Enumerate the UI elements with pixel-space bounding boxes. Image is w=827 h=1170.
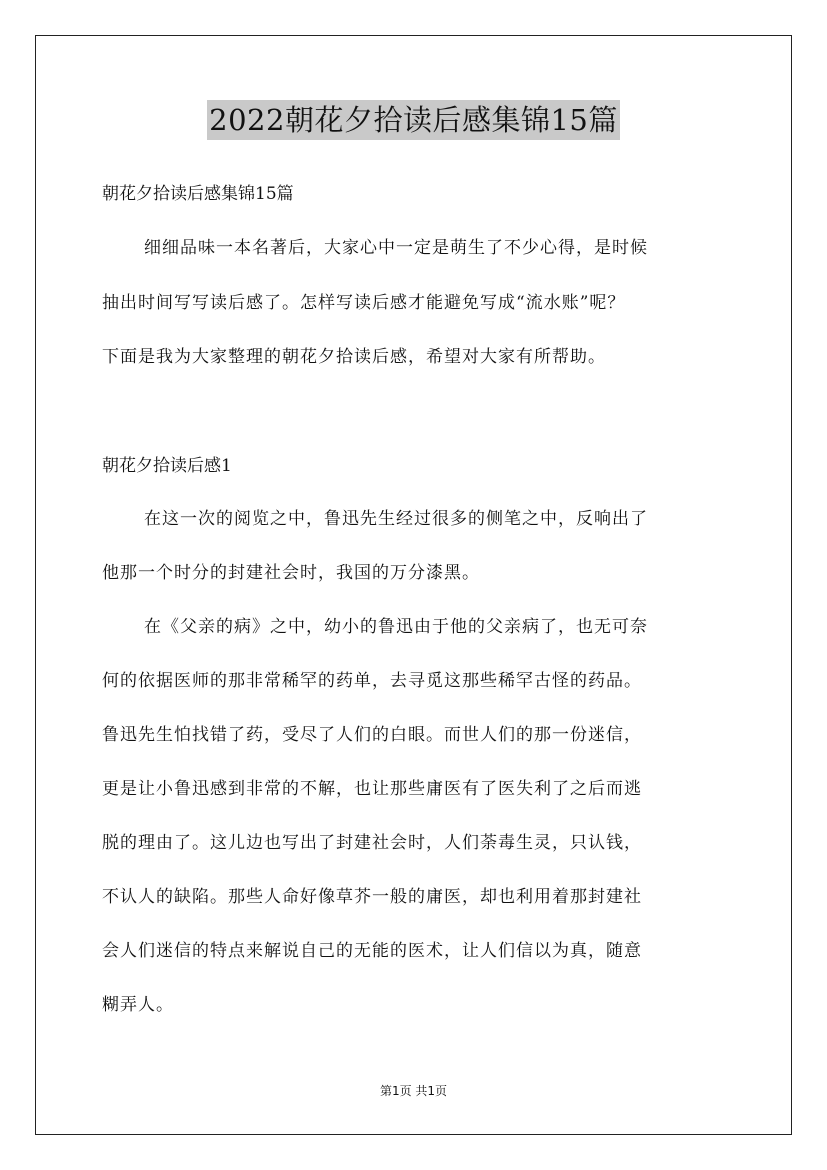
paragraph-line: 何的依据医师的那非常稀罕的药单，去寻觅这那些稀罕古怪的药品。 [102, 671, 642, 691]
paragraph-line: 在《父亲的病》之中，幼小的鲁迅由于他的父亲病了，也无可奈 [144, 617, 648, 637]
intro-line: 下面是我为大家整理的朝花夕拾读后感，希望对大家有所帮助。 [102, 347, 606, 367]
paragraph-line: 糊弄人。 [102, 995, 174, 1015]
paragraph-line: 在这一次的阅览之中，鲁迅先生经过很多的侧笔之中，反响出了 [144, 509, 648, 529]
paragraph-line: 会人们迷信的特点来解说自己的无能的医术，让人们信以为真，随意 [102, 941, 642, 961]
intro-line: 抽出时间写写读后感了。怎样写读后感才能避免写成“流水账”呢？ [102, 293, 626, 313]
intro-line: 细细品味一本名著后，大家心中一定是萌生了不少心得，是时候 [144, 238, 648, 258]
page-footer: 第1页 共1页 [379, 1084, 448, 1098]
paragraph-line: 不认人的缺陷。那些人命好像草芥一般的庸医，却也利用着那封建社 [102, 887, 642, 907]
paragraph-line: 更是让小鲁迅感到非常的不解，也让那些庸医有了医失利了之后而逃 [102, 779, 642, 799]
section-heading: 朝花夕拾读后感1 [102, 456, 232, 476]
title-block [0, 100, 827, 140]
paragraph-line: 鲁迅先生怕找错了药，受尽了人们的白眼。而世人们的那一份迷信， [102, 725, 642, 745]
paragraph-line: 他那一个时分的封建社会时，我国的万分漆黑。 [102, 563, 480, 583]
document-title: 2022朝花夕拾读后感集锦15篇 [207, 100, 620, 140]
paragraph-line: 脱的理由了。这儿边也写出了封建社会时，人们荼毒生灵，只认钱， [102, 833, 642, 853]
document-subtitle: 朝花夕拾读后感集锦15篇 [102, 184, 294, 204]
